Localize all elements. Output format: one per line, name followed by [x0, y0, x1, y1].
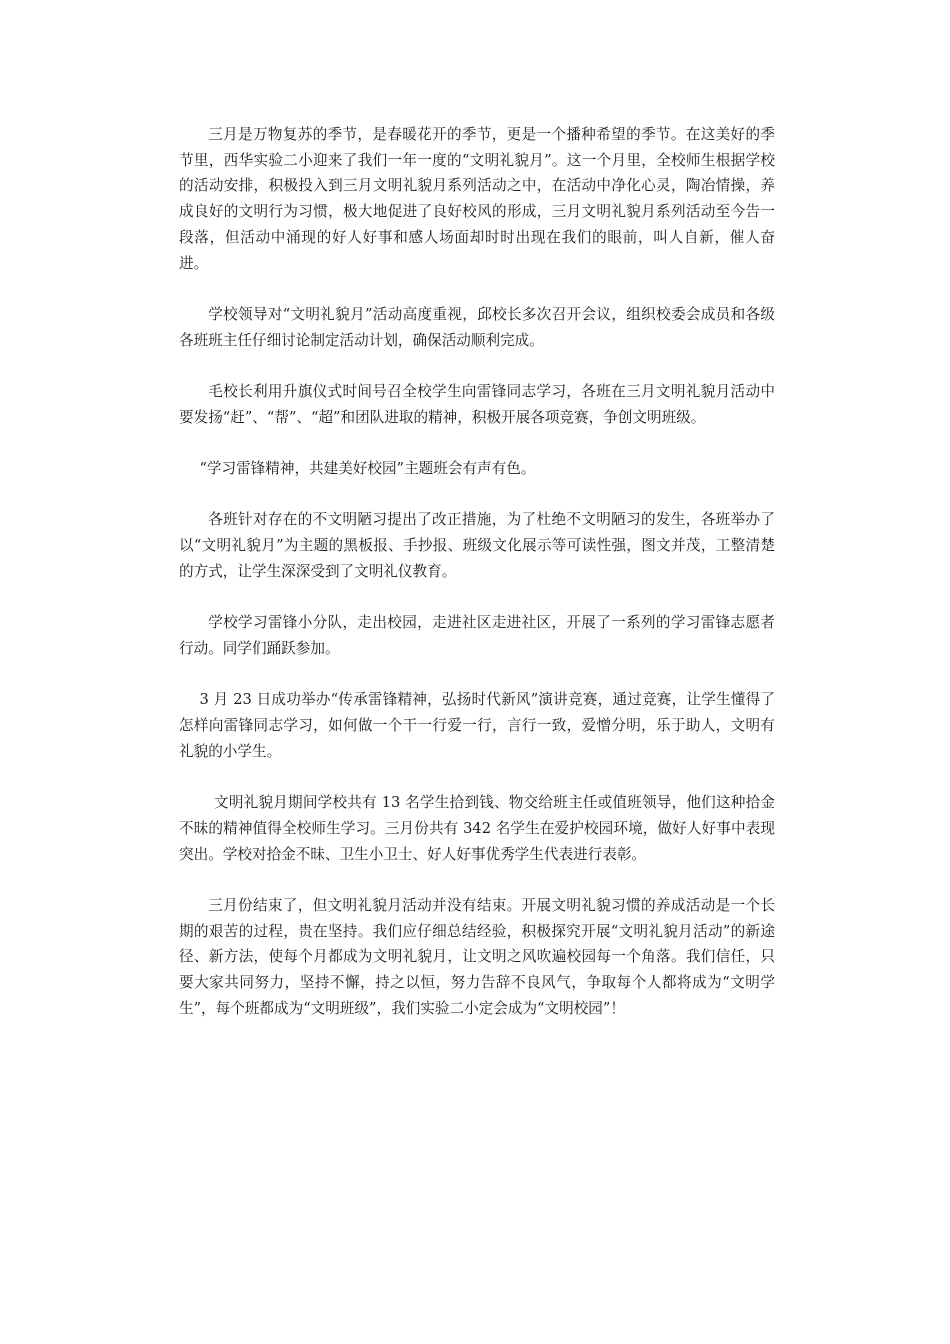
- paragraph-good-deeds: 文明礼貌月期间学校共有 13 名学生拾到钱、物交给班主任或值班领导，他们这种拾金不昧的精神值得全校师生学习。三月份共有 342 名学生在爱护校园环境，做好人好事中表现突出。学校对拾金不昧、卫生小卫士、好人好事优秀学生代表进行表彰。: [179, 794, 775, 863]
- paragraph-blackboard: 各班针对存在的不文明陋习提出了改正措施，为了杜绝不文明陋习的发生，各班举办了以“文明礼貌月”为主题的黑板报、手抄报、班级文化展示等可读性强，图文并茂，工整清楚的方式，让学生深深受到了文明礼仪教育。: [179, 511, 775, 580]
- paragraph-leadership: 学校领导对“文明礼貌月”活动高度重视，邱校长多次召开会议，组织校委会成员和各级各班班主任仔细讨论制定活动计划，确保活动顺利完成。: [179, 305, 775, 349]
- paragraph-speech-contest: 3 月 23 日成功举办“传承雷锋精神，弘扬时代新风”演讲竞赛，通过竞赛，让学生懂得了怎样向雷锋同志学习，如何做一个干一行爱一行，言行一致，爱憎分明，乐于助人，文明有礼貌的小学生。: [179, 691, 775, 760]
- paragraph-volunteers: 学校学习雷锋小分队，走出校园，走进社区走进社区，开展了一系列的学习雷锋志愿者行动。同学们踊跃参加。: [179, 614, 775, 657]
- paragraph-conclusion: 三月份结束了，但文明礼貌月活动并没有结束。开展文明礼貌习惯的养成活动是一个长期的艰苦的过程，贵在坚持。我们应仔细总结经验，积极探究开展“文明礼貌月活动”的新途径、新方法，使每个月都成为文明礼貌月，让文明之风吹遍校园每一个角落。我们信任，只要大家共同努力，坚持不懈，持之以恒，努力告辞不良风气，争取每个人都将成为“文明学生”，每个班都成为“文明班级”，我们实验二小定会成为“文明校园”！: [179, 896, 775, 1017]
- document-body: [179, 122, 775, 1047]
- paragraph-class-meeting: “学习雷锋精神，共建美好校园”主题班会有声有色。: [199, 460, 536, 478]
- paragraph-intro: 三月是万物复苏的季节，是春暖花开的季节，更是一个播种希望的季节。在这美好的季节里，西华实验二小迎来了我们一年一度的“文明礼貌月”。这一个月里，全校师生根据学校的活动安排，积极投入到三月文明礼貌月系列活动之中，在活动中净化心灵，陶冶情操，养成良好的文明行为习惯，极大地促进了良好校风的形成，三月文明礼貌月系列活动至今告一段落，但活动中涌现的好人好事和感人场面却时时出现在我们的眼前，叫人自新，催人奋进。: [179, 126, 775, 272]
- paragraph-flag-ceremony: 毛校长利用升旗仪式时间号召全校学生向雷锋同志学习，各班在三月文明礼貌月活动中要发扬“赶”、“帮”、“超”和团队进取的精神，积极开展各项竞赛，争创文明班级。: [179, 383, 775, 426]
